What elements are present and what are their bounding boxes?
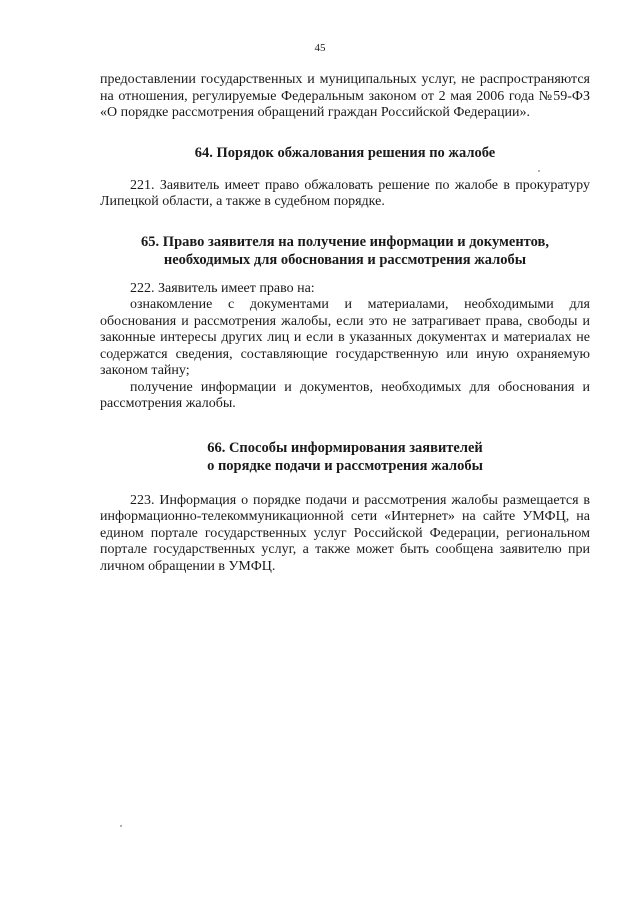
scan-speck [538, 170, 540, 172]
page-number: 45 [314, 42, 326, 54]
scan-speck [120, 825, 122, 827]
section-65-heading-line1: 65. Право заявителя на получение информации и документов, [141, 233, 549, 250]
intro-paragraph: предоставлении государственных и муниципальных услуг, не распространяются на отношения, регулируемые Федеральным законом от 2 мая 2006 года №59-ФЗ «О порядке рассмотрения обращений граждан Российской Федерации». [100, 72, 590, 120]
section-65-heading-line2: необходимых для обоснования и рассмотрения жалобы [163, 251, 527, 268]
section-66-heading-line1: 66. Способы информирования заявителей [207, 439, 483, 456]
document-body [100, 72, 590, 575]
paragraph-223: 223. Информация о порядке подачи и рассмотрения жалобы размещается в информационно-телекоммуникационной сети «Интернет» на сайте УМФЦ, на едином портале государственных услуг Российской Федерации, региональном портале государственных услуг, а также может быть сообщена заявителю при личном обращении в УМФЦ. [100, 492, 590, 574]
section-66-heading-line2: о порядке подачи и рассмотрения жалобы [207, 457, 483, 474]
paragraph-222-item-2: получение информации и документов, необходимых для обоснования и рассмотрения жалобы. [100, 379, 590, 411]
paragraph-222-item-1: ознакомление с документами и материалами, необходимыми для обоснования и рассмотрения жалобы, если это не затрагивает права, свободы и законные интересы других лиц и если в указанных документах и материалах не содержатся сведения, составляющие государственную или иную охраняемую законом тайну; [100, 297, 590, 378]
section-64-heading: 64. Порядок обжалования решения по жалобе [194, 144, 496, 161]
paragraph-221: 221. Заявитель имеет право обжаловать решение по жалобе в прокуратуру Липецкой области, а также в судебном порядке. [100, 177, 590, 209]
paragraph-222: 222. Заявитель имеет право на: [130, 280, 315, 296]
